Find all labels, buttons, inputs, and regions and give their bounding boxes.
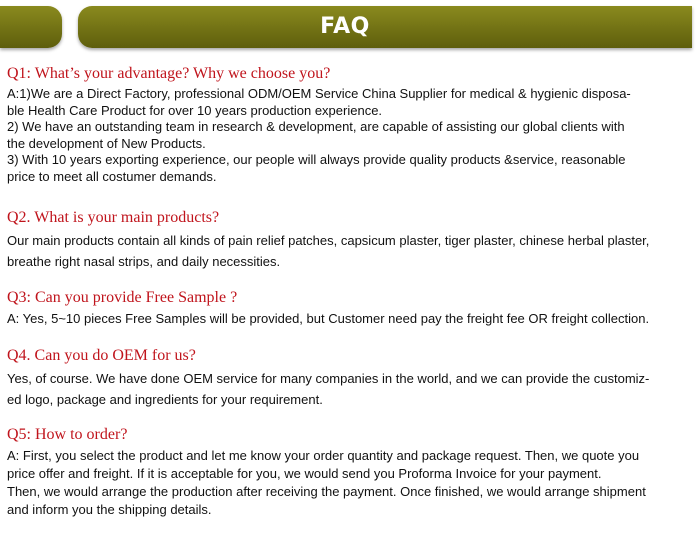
faq-question: Q4. Can you do OEM for us? xyxy=(7,347,196,364)
faq-item-q5 xyxy=(7,425,697,519)
faq-answer xyxy=(7,447,697,519)
page-title: FAQ xyxy=(320,14,370,39)
answer-line: price offer and freight. If it is acceptable for you, we would send you Proforma Invoice for your payment. xyxy=(7,466,602,481)
answer-line: A:1)We are a Direct Factory, professional ODM/OEM Service China Supplier for medical & hygienic disposa- xyxy=(7,86,631,101)
faq-question: Q5: How to order? xyxy=(7,426,128,443)
faq-item-q3 xyxy=(7,288,697,329)
faq-question: Q3: Can you provide Free Sample ? xyxy=(7,289,238,306)
answer-line: ble Health Care Product for over 10 years production experience. xyxy=(7,102,383,118)
answer-line: breathe right nasal strips, and daily necessities. xyxy=(7,254,281,269)
faq-answer xyxy=(7,368,697,410)
answer-line: Yes, of course. We have done OEM service for many companies in the world, and we can provide the customiz- xyxy=(7,371,650,386)
answer-line: Our main products contain all kinds of pain relief patches, capsicum plaster, tiger plaster, chinese herbal plaster, xyxy=(7,233,650,248)
faq-item-q4 xyxy=(7,346,697,410)
faq-item-q2 xyxy=(7,208,697,272)
faq-item-q1 xyxy=(7,64,697,185)
answer-line: 2) We have an outstanding team in research & development, are capable of assisting our global clients with xyxy=(7,119,625,134)
answer-line: price to meet all costumer demands. xyxy=(7,168,217,184)
faq-answer xyxy=(7,308,697,329)
answer-line: 3) With 10 years exporting experience, our people will always provide quality products &service, reasonable xyxy=(7,152,626,167)
answer-line: A: First, you select the product and let me know your order quantity and package request. Then, we quote you xyxy=(7,448,640,463)
banner-left-tab xyxy=(0,6,62,48)
faq-answer xyxy=(7,86,697,185)
answer-line: Then, we would arrange the production after receiving the payment. Once finished, we would arrange shipment xyxy=(7,484,646,499)
faq-answer xyxy=(7,230,697,272)
answer-line: and inform you the shipping details. xyxy=(7,502,212,517)
answer-line: ed logo, package and ingredients for your requirement. xyxy=(7,392,323,407)
faq-question: Q1: What’s your advantage? Why we choose you? xyxy=(7,65,331,82)
answer-line: the development of New Products. xyxy=(7,135,206,151)
faq-header xyxy=(0,0,700,56)
answer-line: A: Yes, 5~10 pieces Free Samples will be provided, but Customer need pay the freight fee OR freight collection. xyxy=(7,311,650,326)
faq-question: Q2. What is your main products? xyxy=(7,209,220,226)
